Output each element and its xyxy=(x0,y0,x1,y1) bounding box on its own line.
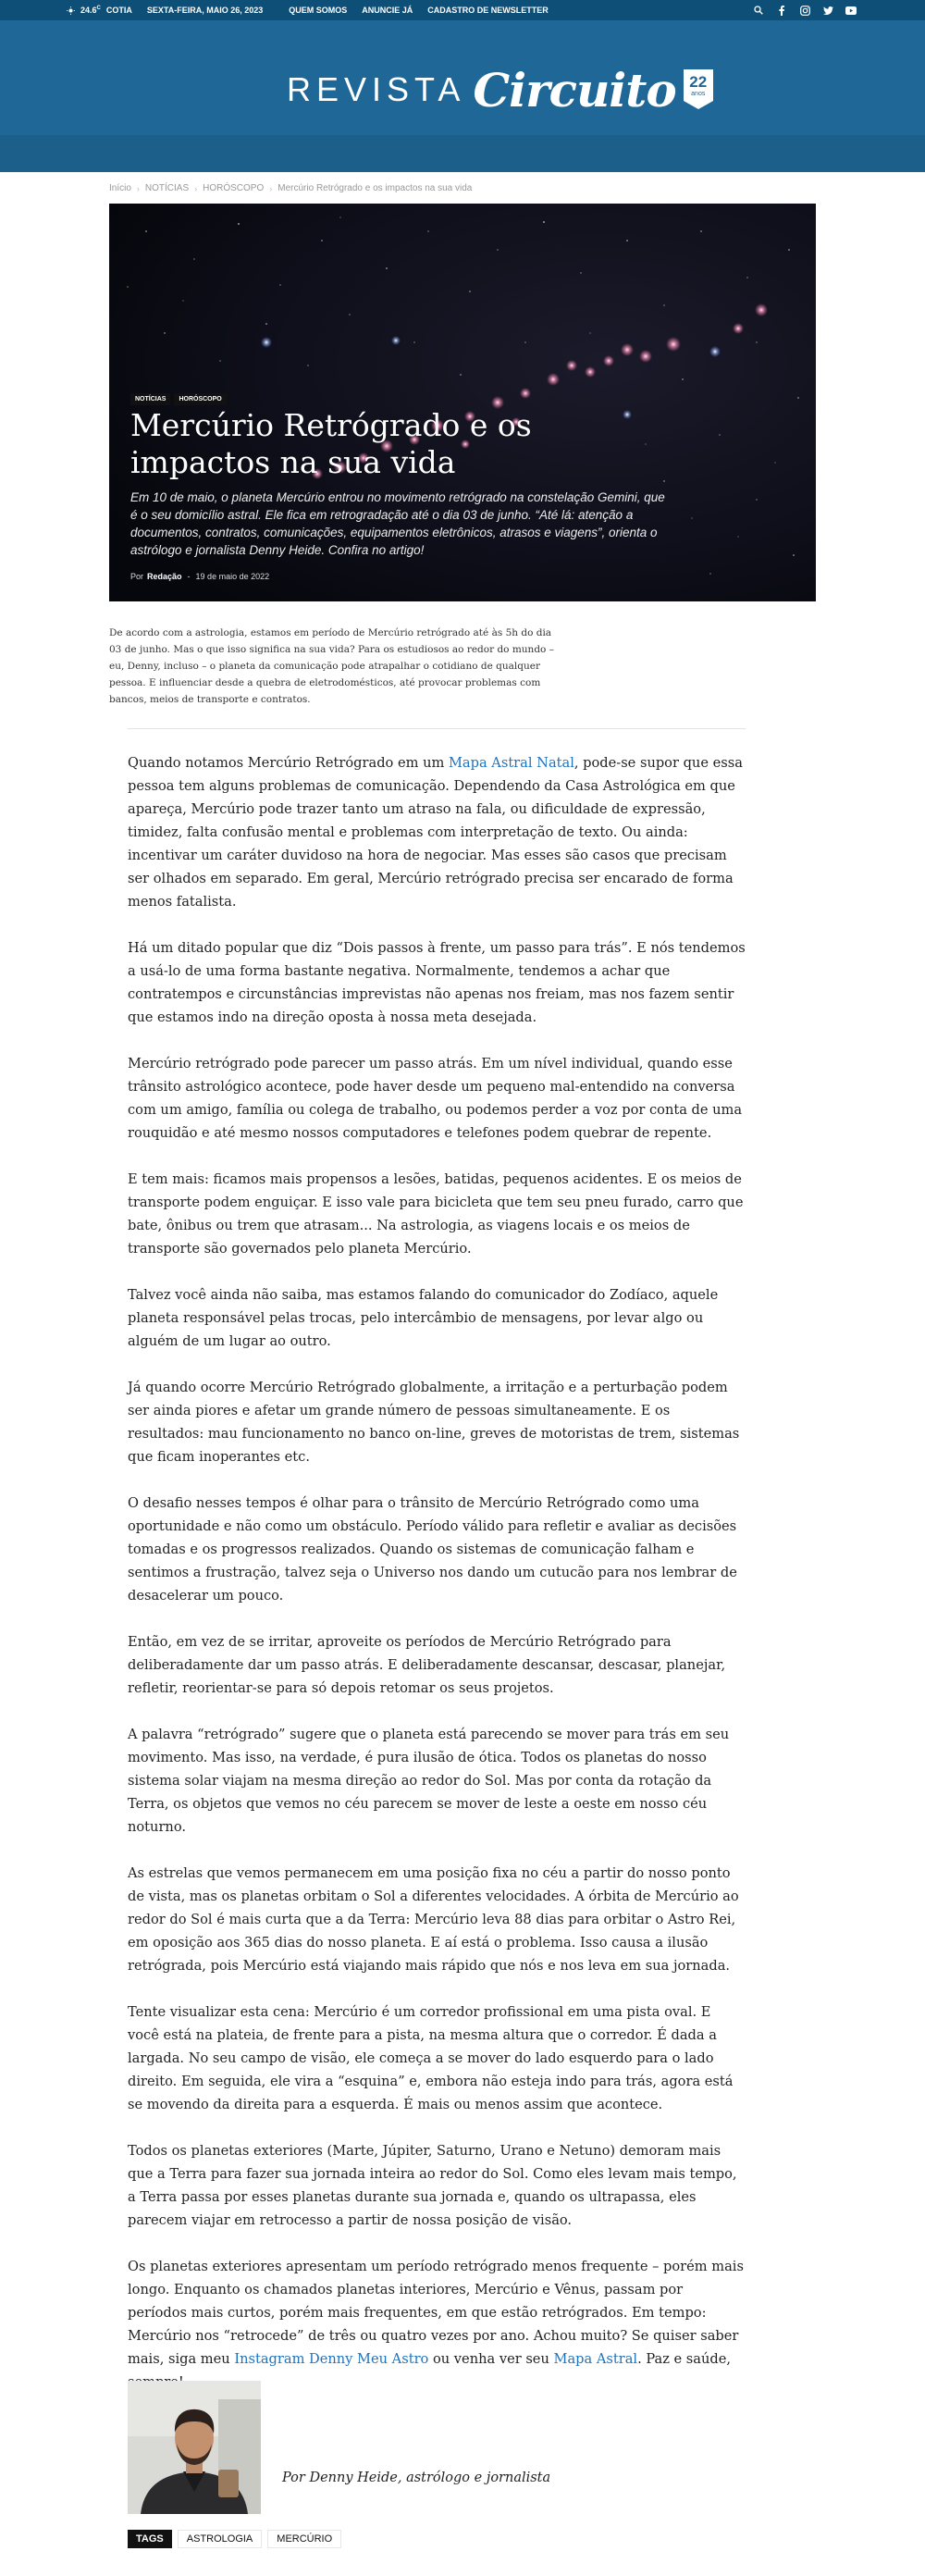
city-label: COTIA xyxy=(105,6,132,15)
paragraph: Quando notamos Mercúrio Retrógrado em um Mapa Astral Natal, pode-se supor que essa pessoa tem alguns problemas de comunicação. Dependendo da Casa Astrológica em que apareça, Mercúrio pode trazer tanto um atraso na fala, ou dificuldade de expressão, timidez, falta confusão mental e problemas com interpretação de texto. Ou ainda: incentivar um caráter duvidoso na hora de negociar. Mas esses são casos que precisam ser olhados em separado. Em geral, Mercúrio retrógrado precisa ser encarado de forma menos fatalista. xyxy=(128,755,743,910)
paragraph: Já quando ocorre Mercúrio Retrógrado globalmente, a irritação e a perturbação podem ser ainda piores e afetar um grande número de pessoas simultaneamente. E os resultados: mau funcionamento no banco on-line, greves de motoristas de trem, sistemas que ficam inoperantes etc. xyxy=(128,1380,740,1465)
paragraph: Todos os planetas exteriores (Marte, Júpiter, Saturno, Urano e Netuno) demoram mais que a Terra para fazer sua jornada inteira ao redor do Sol. Como eles levam mais tempo, a Terra passa por esses planetas durante sua jornada e, quando os ultrapassa, eles parecem viajar em retrocesso a partir de nossa posição de visão. xyxy=(128,2143,737,2228)
breadcrumb-home[interactable]: Início xyxy=(109,183,131,193)
by-label: Por xyxy=(130,572,144,581)
nav-link-anuncie[interactable]: ANUNCIE JÁ xyxy=(362,6,413,15)
publish-date: 19 de maio de 2022 xyxy=(195,572,270,581)
paragraph: O desafio nesses tempos é olhar para o trânsito de Mercúrio Retrógrado como uma oportunidade e não como um obstáculo. Período válido para refletir e avaliar as decisões tomadas e os progressos realizados. Quando os sistemas de comunicação falham e sentimos a frustração, talvez seja o Universo nos dando um cutucão para nos lembrar de desacelerar um pouco. xyxy=(128,1495,737,1604)
page-title: Mercúrio Retrógrado e os impactos na sua vida xyxy=(130,407,532,480)
chevron-right-icon: › xyxy=(194,183,198,193)
breadcrumb xyxy=(109,183,472,193)
nav-link-newsletter[interactable]: CADASTRO DE NEWSLETTER xyxy=(427,6,549,15)
youtube-icon[interactable] xyxy=(845,5,857,16)
article-meta xyxy=(130,572,269,581)
author-caption: Por Denny Heide, astrólogo e jornalista xyxy=(282,2471,551,2485)
twitter-icon[interactable] xyxy=(822,5,833,16)
paragraph: As estrelas que vemos permanecem em uma posição fixa no céu a partir do nosso ponto de vista, mas os planetas orbitam o Sol a diferentes velocidades. A órbita de Mercúrio ao redor do Sol é mais curta que a da Terra: Mercúrio leva 88 dias para orbitar o Astro Rei, em oposição aos 365 dias do nosso planeta. E aí está o problema. Isso causa a ilusão retrógrada, pois Mercúrio está viajando mais rápido que nós e nos leva em sua jornada. xyxy=(128,1865,739,1974)
anniversary-badge xyxy=(684,69,713,110)
facebook-icon[interactable] xyxy=(776,5,787,16)
tag-astrologia[interactable]: ASTROLOGIA xyxy=(178,2530,263,2548)
paragraph: E tem mais: ficamos mais propensos a lesões, batidas, pequenos acidentes. E os meios de transporte podem enguiçar. E isso vale para bicicleta que tem seu pneu furado, carro que bate, ônibus ou trem que atrasam... Na astrologia, as viagens locais e os meios de transporte são governados pelo planeta Mercúrio. xyxy=(128,1171,744,1257)
paragraph: Tente visualizar esta cena: Mercúrio é um corredor profissional em uma pista oval. E você está na plateia, de frente para a pista, na mesma altura que o corredor. É dada a largada. No seu campo de visão, ele começa a se mover do lado esquerdo para o lado direito. Em seguida, ele vira a “esquina” e, embora não esteja indo para trás, agora está se movendo da direita para a esquerda. É mais ou menos assim que acontece. xyxy=(128,2004,734,2112)
temperature: $24.6^C$ xyxy=(80,6,101,15)
paragraph: Talvez você ainda não saiba, mas estamos falando do comunicador do Zodíaco, aquele planeta responsável pelas trocas, pelo intercâmbio de mensagens, por levar algo ou alguém de um lugar ao outro. xyxy=(128,1287,719,1349)
site-logo[interactable] xyxy=(287,57,713,122)
nav-link-quem-somos[interactable]: QUEM SOMOS xyxy=(289,6,348,15)
paragraph: Os planetas exteriores apresentam um período retrógrado menos frequente – porém mais longo. Enquanto os chamados planetas interiores, Mercúrio e Vênus, passam por períodos mais curtos, porém mais frequentes, em que estão retrógrados. Em tempo: Mercúrio nos “retrocede” de três ou quatro vezes por ano. Achou muito? Se quiser saber mais, siga meu Instagram Denny Meu Astro ou venha ver seu Mapa Astral. Paz e saúde, xyxy=(128,2259,744,2367)
category-noticias[interactable]: NOTÍCIAS xyxy=(130,393,170,405)
category-horoscopo[interactable]: HORÓSCOPO xyxy=(174,393,226,405)
paragraph: A palavra “retrógrado” sugere que o planeta está parecendo se mover para trás em seu movimento. Mas isso, na verdade, é pura ilusão de ótica. Todos os planetas do nosso sistema solar viajam na mesma direção ao redor do Sol. Mas por conta da rotação da Terra, os objetos que vemos no céu parecem se mover de leste a oeste em nosso céu noturno. xyxy=(128,1727,730,1835)
nav-strip xyxy=(0,135,925,172)
paragraph: Mercúrio retrógrado pode parecer um passo atrás. Em um nível individual, quando esse trânsito astrológico acontece, pode haver desde um pequeno mal-entendido na conversa com um amigo, família ou colega de trabalho, ou podemos perder a voz por conta de uma rouquidão e até mesmo nossos computadores e telefones podem quebrar de repente. xyxy=(128,1056,743,1141)
hero-categories xyxy=(130,393,230,405)
breadcrumb-current: Mercúrio Retrógrado e os impactos na sua vida xyxy=(278,183,473,193)
chevron-right-icon: › xyxy=(269,183,273,193)
author-photo xyxy=(128,2381,261,2514)
date-label: SEXTA-FEIRA, MAIO 26, 2023 xyxy=(146,6,264,15)
top-bar xyxy=(0,0,925,20)
site-header xyxy=(0,20,925,172)
article-body xyxy=(128,751,746,2417)
tags-row xyxy=(128,2530,347,2548)
meta-separator: - xyxy=(187,572,191,581)
search-icon[interactable] xyxy=(753,5,764,16)
divider xyxy=(128,728,746,729)
mapa-astral-link[interactable]: Mapa Astral xyxy=(553,2351,638,2367)
tag-mercurio[interactable]: MERCÚRIO xyxy=(267,2530,341,2548)
article-excerpt: Em 10 de maio, o planeta Mercúrio entrou no movimento retrógrado na constelação Gemini, que é o seu domicílio astral. Ele fica em retrogradação até o dia 03 de junho. “Até lá: atenção a documentos, contratos, comunicações, equipamentos eletrônicos, atrasos e viagens”, orienta o astrólogo e jornalista Denny Heide. Confira no artigo! xyxy=(130,490,665,557)
badge-label: anos xyxy=(691,91,706,97)
chevron-right-icon: › xyxy=(136,183,140,193)
mapa-astral-natal-link[interactable]: Mapa Astral Natal xyxy=(448,755,574,771)
badge-number: 22 xyxy=(689,73,708,91)
breadcrumb-noticias[interactable]: NOTÍCIAS xyxy=(144,183,190,193)
logo-revista: REVISTA xyxy=(287,70,466,108)
weather-widget xyxy=(67,6,101,15)
paragraph: Então, em vez de se irritar, aproveite os períodos de Mercúrio Retrógrado para deliberadamente dar um passo atrás. E deliberadamente descansar, descasar, planejar, refletir, reorientar-se para só depois retomar os seus projetos. xyxy=(128,1634,726,1696)
breadcrumb-horoscopo[interactable]: HORÓSCOPO xyxy=(203,183,265,193)
tags-label: TAGS xyxy=(128,2530,172,2548)
image-caption: De acordo com a astrologia, estamos em período de Mercúrio retrógrado até às 5h do dia 03 de junho. Mas o que isso significa na sua vida? Para os estudiosos ao redor do mundo – eu, Denny, incluso – o planeta da comunicação pode atrapalhar o cotidiano de qualquer pessoa. E influenciar desde a quebra de eletrodomésticos, até provocar problemas com bancos, meios de transporte e contratos. xyxy=(109,627,554,705)
sun-icon xyxy=(67,6,75,15)
hero-image xyxy=(109,204,816,601)
paragraph: Há um ditado popular que diz “Dois passos à frente, um passo para trás”. E nós tendemos a usá-lo de uma forma bastante negativa. Normalmente, tendemos a achar que contratempos e circunstâncias imprevistas não apenas nos freiam, mas nos fazem sentir que estamos indo na direção oposta à nossa meta desejada. xyxy=(128,940,746,1025)
instagram-icon[interactable] xyxy=(799,5,810,16)
logo-circuito: Circuito xyxy=(473,62,676,118)
instagram-link[interactable]: Instagram Denny Meu Astro xyxy=(234,2351,429,2367)
author-link[interactable]: Redação xyxy=(147,572,182,581)
